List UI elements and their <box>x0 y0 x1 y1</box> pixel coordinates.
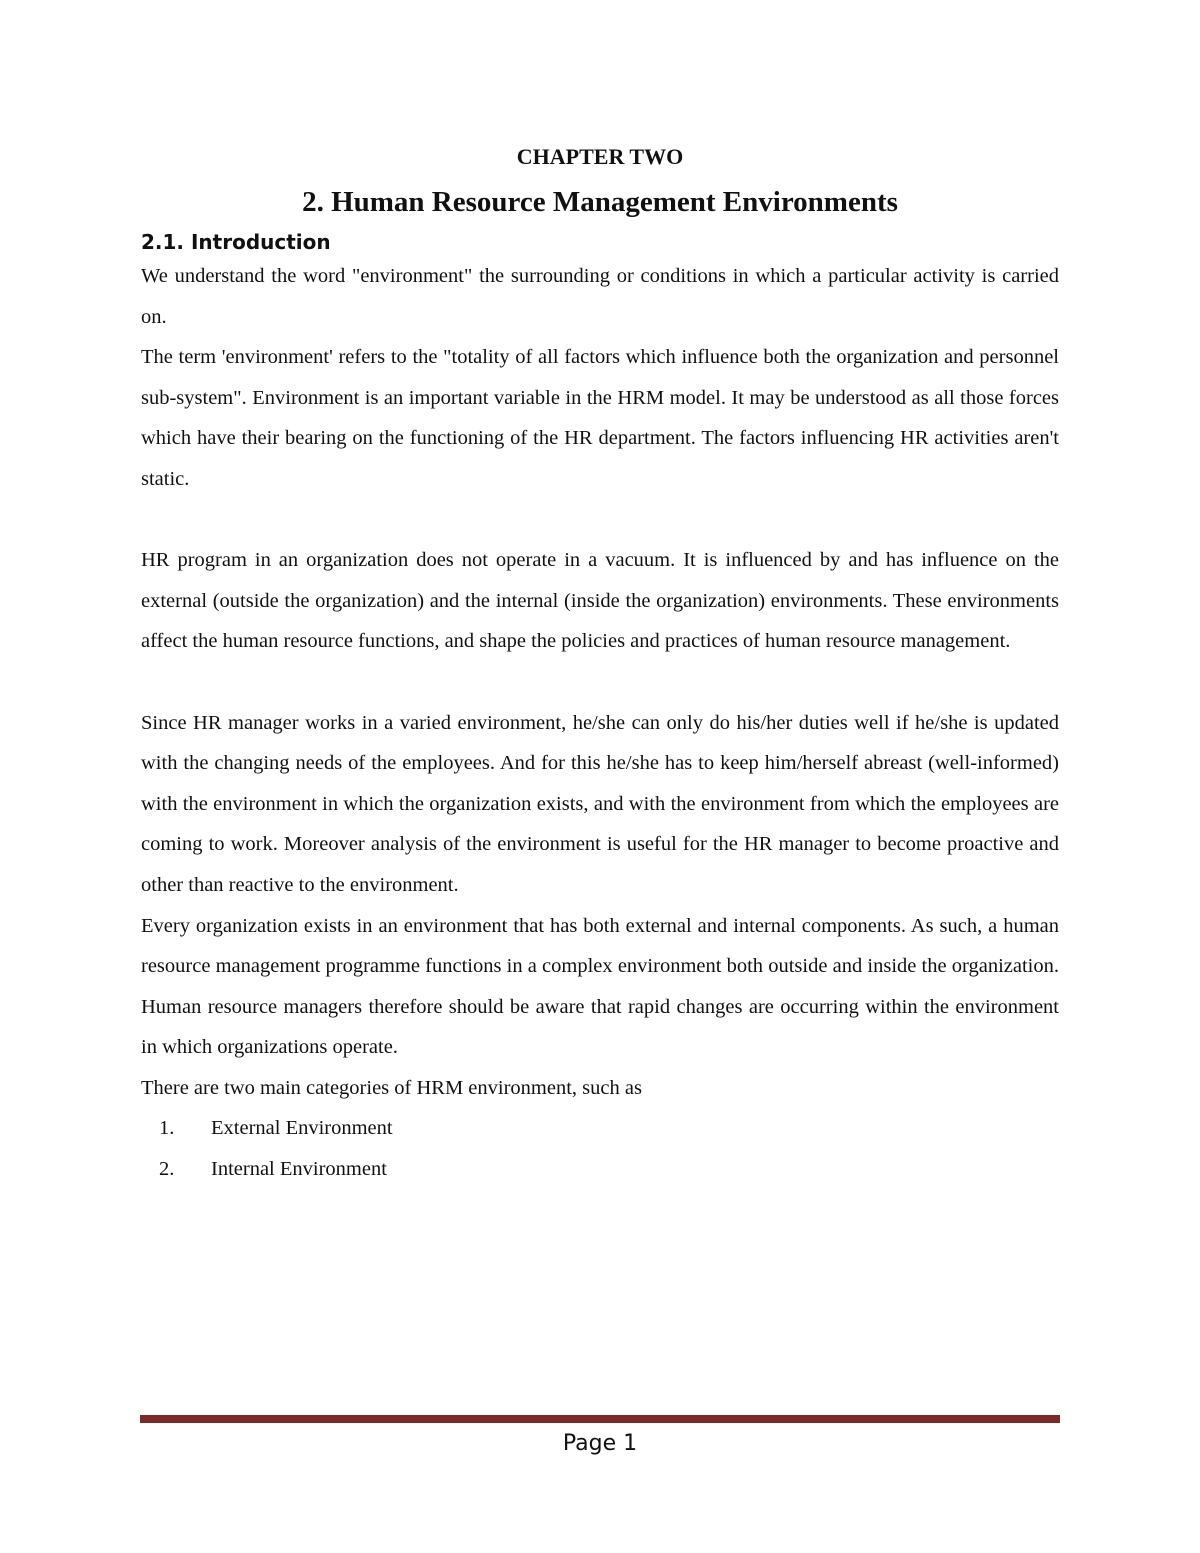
paragraph-categories-intro: There are two main categories of HRM environment, such as <box>141 1076 642 1099</box>
paragraph-spacer <box>141 500 1059 541</box>
paragraph-hr-manager: Since HR manager works in a varied environment, he/she can only do his/her duties well if he/she is updated with the changing needs of the employees. And for this he/she has to keep him/herself abreast (well-informed) with the environment in which the organization exists, and with the environment from which the employees are coming to work. Moreover analysis of the environment is useful for the HR manager to become proactive and other than reactive to the environment. <box>141 711 1059 896</box>
page-number: Page 1 <box>562 1431 638 1456</box>
list-item-text: Internal Environment <box>211 1158 387 1181</box>
paragraph-definition: We understand the word "environment" the surrounding or conditions in which a particular activity is carried on. <box>141 265 1059 328</box>
list-item <box>141 1149 1059 1190</box>
paragraph-hr-program: HR program in an organization does not operate in a vacuum. It is influenced by and has influence on the external (outside the organization) and the internal (inside the organization) environments. These environments affect the human resource functions, and shape the policies and practices of human resource management. <box>141 549 1059 653</box>
list-item-number: 2. <box>159 1158 175 1181</box>
footer-divider <box>140 1415 1060 1423</box>
page-content <box>141 140 1059 1190</box>
section-heading: 2.1. Introduction <box>141 230 331 254</box>
list-item <box>141 1108 1059 1149</box>
paragraph-term-environment: The term 'environment' refers to the "totality of all factors which influence both the organization and personnel sub-system". Environment is an important variable in the HRM model. It may be understood as all those forces which have their bearing on the functioning of the HR department. The factors influencing HR activities aren't static. <box>141 346 1059 490</box>
paragraph-every-organization: Every organization exists in an environment that has both external and internal components. As such, a human resource management programme functions in a complex environment both outside and inside the organization. Human resource managers therefore should be aware that rapid changes are occurring within the environment in which organizations operate. <box>141 914 1059 1059</box>
paragraph-spacer <box>141 662 1059 703</box>
list-item-number: 1. <box>159 1117 175 1140</box>
environment-categories-list <box>141 1108 1059 1189</box>
list-item-text: External Environment <box>211 1117 393 1140</box>
chapter-label: CHAPTER TWO <box>516 144 684 169</box>
document-title: 2. Human Resource Management Environments <box>302 186 898 218</box>
